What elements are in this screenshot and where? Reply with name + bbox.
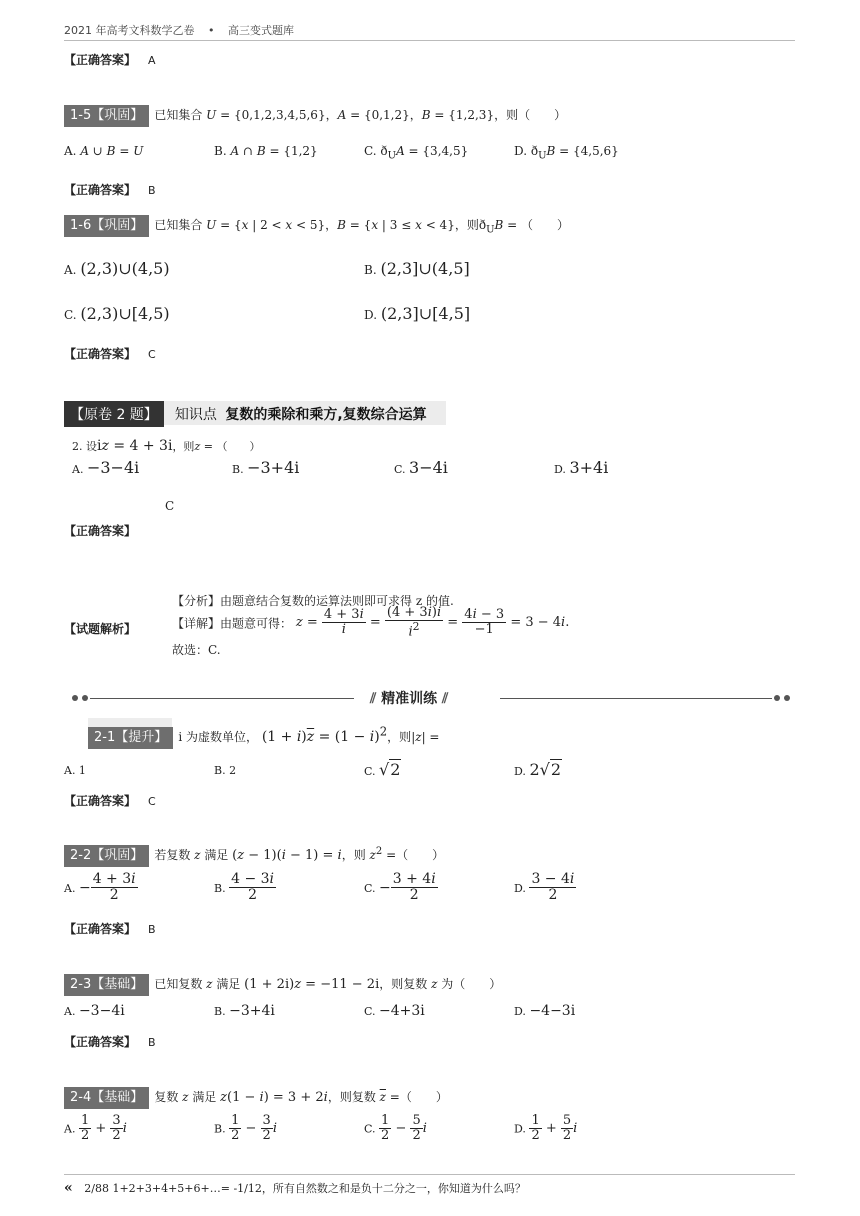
analysis-label: 【试题解析】 xyxy=(64,622,137,636)
footer-mark: « xyxy=(64,1180,73,1196)
footer-text: 2/88 1+2+3+4+5+6+…= -1/12，所有自然数之和是负十二分之一，你知道为什么吗？ xyxy=(84,1182,526,1195)
question-tag: 1-5【巩固】 xyxy=(64,105,149,127)
divider-line-right xyxy=(500,698,772,699)
answer-value: A xyxy=(148,54,156,67)
option-d: D. $\frac{3 - 4i}{2}$ xyxy=(514,871,575,904)
question-2-stem: 2. 设iz = 4 + 3i，则z = （ ） xyxy=(72,438,261,454)
option-c: C. $ð_UA = \{3,4,5\}$ xyxy=(364,144,469,162)
option-b: B. (2,3]∪(4,5] xyxy=(364,259,470,278)
question-stem: 已知集合 U = {0,1,2,3,4,5,6}，A = {0,1,2}，B = {1,2,3}，则（ ） xyxy=(154,108,567,122)
question-1-6 xyxy=(64,214,569,237)
option-b: B. −3+4i xyxy=(232,458,300,477)
question-2-4: 2-4【基础】 复数 z 满足 z(1 − i) = 3 + 2i，则复数 $\overline{z}$ =（ ） xyxy=(64,1086,448,1109)
question-tag: 2-3【基础】 xyxy=(64,974,149,996)
option-d: D. −4−3i xyxy=(514,1003,576,1019)
option-b: B. $\frac{4 - 3i}{2}$ xyxy=(214,871,275,904)
knowledge-point: 知识点 复数的乘除和乘方,复数综合运算 xyxy=(174,407,427,423)
question-tag: 2-1【提升】 xyxy=(88,727,173,749)
question-tag: 1-6【巩固】 xyxy=(64,215,149,237)
option-c: C. $\frac{1}{2}$ − $\frac{5}{2}$ i xyxy=(364,1113,427,1144)
option-a: A. (2,3)∪(4,5) xyxy=(64,259,170,278)
page-footer xyxy=(64,1180,526,1196)
option-c: C. √2 xyxy=(364,760,401,779)
answer-label: 【正确答案】 xyxy=(64,53,137,67)
divider-line-left xyxy=(90,698,354,699)
option-a: A. −3−4i xyxy=(64,1003,125,1019)
option-b: B. −3+4i xyxy=(214,1003,275,1019)
option-b: B. A ∩ B = {1,2} xyxy=(214,144,318,158)
option-c: C. − $\frac{3 + 4i}{2}$ xyxy=(364,871,436,904)
option-a: A. − $\frac{4 + 3i}{2}$ xyxy=(64,871,136,904)
option-a: A. A ∪ B = U xyxy=(64,144,144,158)
answer-row: 【正确答案】 B xyxy=(64,922,156,936)
answer-value-float: C xyxy=(165,499,175,513)
page-header xyxy=(64,22,294,38)
option-b: B. $\frac{1}{2}$ − $\frac{3}{2}$ i xyxy=(214,1113,277,1144)
option-a: A. 1 xyxy=(64,764,86,777)
option-b: B. 2 xyxy=(214,764,237,777)
answer-row: 【正确答案】 C xyxy=(64,347,156,361)
question-2-1-row: 2-1【提升】 i 为虚数单位， $(1 + i)\overline{z} = (1 - i)^2$，则|z| = xyxy=(88,724,439,749)
question-2-3: 2-3【基础】 已知复数 z 满足 (1 + 2i)z = −11 − 2i，则复数 z 为（ ） xyxy=(64,973,501,996)
question-stem: 已知集合 U = {x | 2 < x < 5}，B = {x | 3 ≤ x < 4}，则$ð_UB$ = （ ） xyxy=(154,218,570,236)
header-subtitle: 高三变式题库 xyxy=(228,24,294,37)
divider-dot xyxy=(72,695,78,701)
footer-rule xyxy=(64,1174,795,1175)
question-1-5 xyxy=(64,104,566,127)
answer-row xyxy=(64,51,156,68)
divider-dot xyxy=(774,695,780,701)
option-d: D. (2,3]∪[4,5] xyxy=(364,304,471,323)
header-rule xyxy=(64,40,795,41)
option-c: C. −4+3i xyxy=(364,1003,425,1019)
option-c: C. 3−4i xyxy=(394,458,448,477)
answer-row: 【正确答案】 B xyxy=(64,183,156,197)
header-title: 2021 年高考文科数学乙卷 xyxy=(64,24,195,37)
option-d: D. 2√2 xyxy=(514,760,561,779)
option-c: C. (2,3)∪[4,5) xyxy=(64,304,170,323)
divider-dot xyxy=(82,695,88,701)
answer-row: 【正确答案】 B xyxy=(64,1035,156,1049)
question-2-2: 2-2【巩固】 若复数 z 满足 (z − 1)(i − 1) = i，则 $z^2$ =（ ） xyxy=(64,844,444,867)
question-tag: 2-4【基础】 xyxy=(64,1087,149,1109)
section-heading xyxy=(64,401,427,427)
divider-title: ⫽ 精准训练 ⫽ xyxy=(370,691,449,707)
divider-dot xyxy=(784,695,790,701)
detail-line: 【详解】由题意可得： z = $\frac{4 + 3i}{i}$ = $\frac{(4 + 3i)i}{i^2}$ = $\frac{4i - 3}{-1}$ = 3 − 4i. xyxy=(172,605,570,640)
answer-row: 【正确答案】 C xyxy=(64,794,156,808)
option-d: D. 3+4i xyxy=(554,458,609,477)
header-bullet: • xyxy=(208,24,215,37)
option-d: D. $ð_UB = \{4,5,6\}$ xyxy=(514,144,619,162)
question-tag: 2-2【巩固】 xyxy=(64,845,149,867)
section-tag: 【原卷 2 题】 xyxy=(64,401,164,427)
option-a: A. $\frac{1}{2}$ + $\frac{3}{2}$ i xyxy=(64,1113,127,1144)
analysis-line: 【分析】由题意结合复数的运算法则即可求得 z 的值. xyxy=(172,594,454,608)
option-a: A. −3−4i xyxy=(72,458,140,477)
answer-label: 【正确答案】 xyxy=(64,524,137,538)
option-d: D. $\frac{1}{2}$ + $\frac{5}{2}$ i xyxy=(514,1113,578,1144)
detail-end: 故选：C. xyxy=(172,643,221,657)
